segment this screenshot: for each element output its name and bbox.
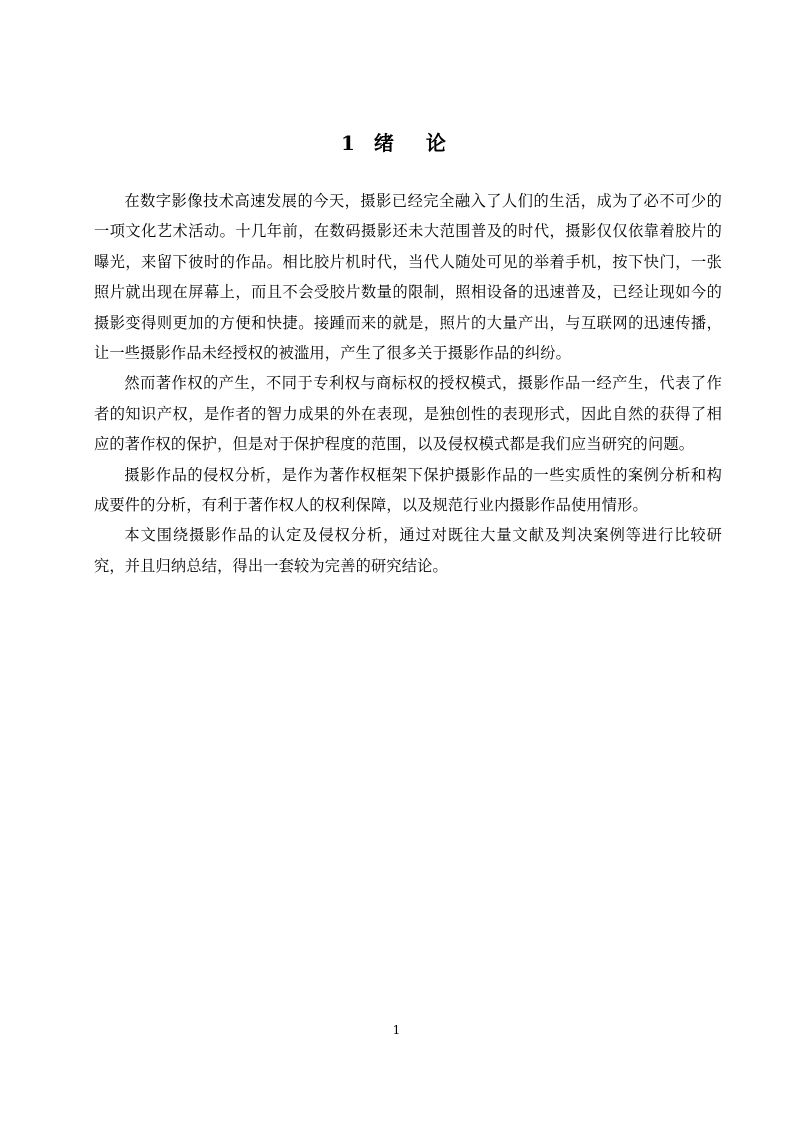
body-text [94, 186, 722, 581]
paragraph-4: 本文围绕摄影作品的认定及侵权分析，通过对既往大量文献及判决案例等进行比较研究，并且归纳总结，得出一套较为完善的研究结论。 [94, 526, 722, 575]
paragraph-2: 然而著作权的产生，不同于专利权与商标权的授权模式，摄影作品一经产生，代表了作者的知识产权，是作者的智力成果的外在表现，是独创性的表现形式，因此自然的获得了相应的著作权的保护，但是对于保护程度的范围，以及侵权模式都是我们应当研究的问题。 [94, 374, 722, 454]
paragraph-1: 在数字影像技术高速发展的今天，摄影已经完全融入了人们的生活，成为了必不可少的一项文化艺术活动。十几年前，在数码摄影还未大范围普及的时代，摄影仅仅依靠着胶片的曝光，来留下彼时的作品。相比胶片机时代，当代人随处可见的举着手机，按下快门，一张照片就出现在屏幕上，而且不会受胶片数量的限制，照相设备的迅速普及，已经让现如今的摄影变得则更加的方便和快捷。接踵而来的就是，照片的大量产出，与互联网的迅速传播，让一些摄影作品未经授权的被滥用，产生了很多关于摄影作品的纠纷。 [94, 192, 722, 363]
page-number: 1 [392, 1023, 401, 1037]
paragraph-3: 摄影作品的侵权分析，是作为著作权框架下保护摄影作品的一些实质性的案例分析和构成要件的分析，有利于著作权人的权利保障，以及规范行业内摄影作品使用情形。 [94, 465, 722, 515]
chapter-title: 1 绪 论 [341, 131, 452, 155]
